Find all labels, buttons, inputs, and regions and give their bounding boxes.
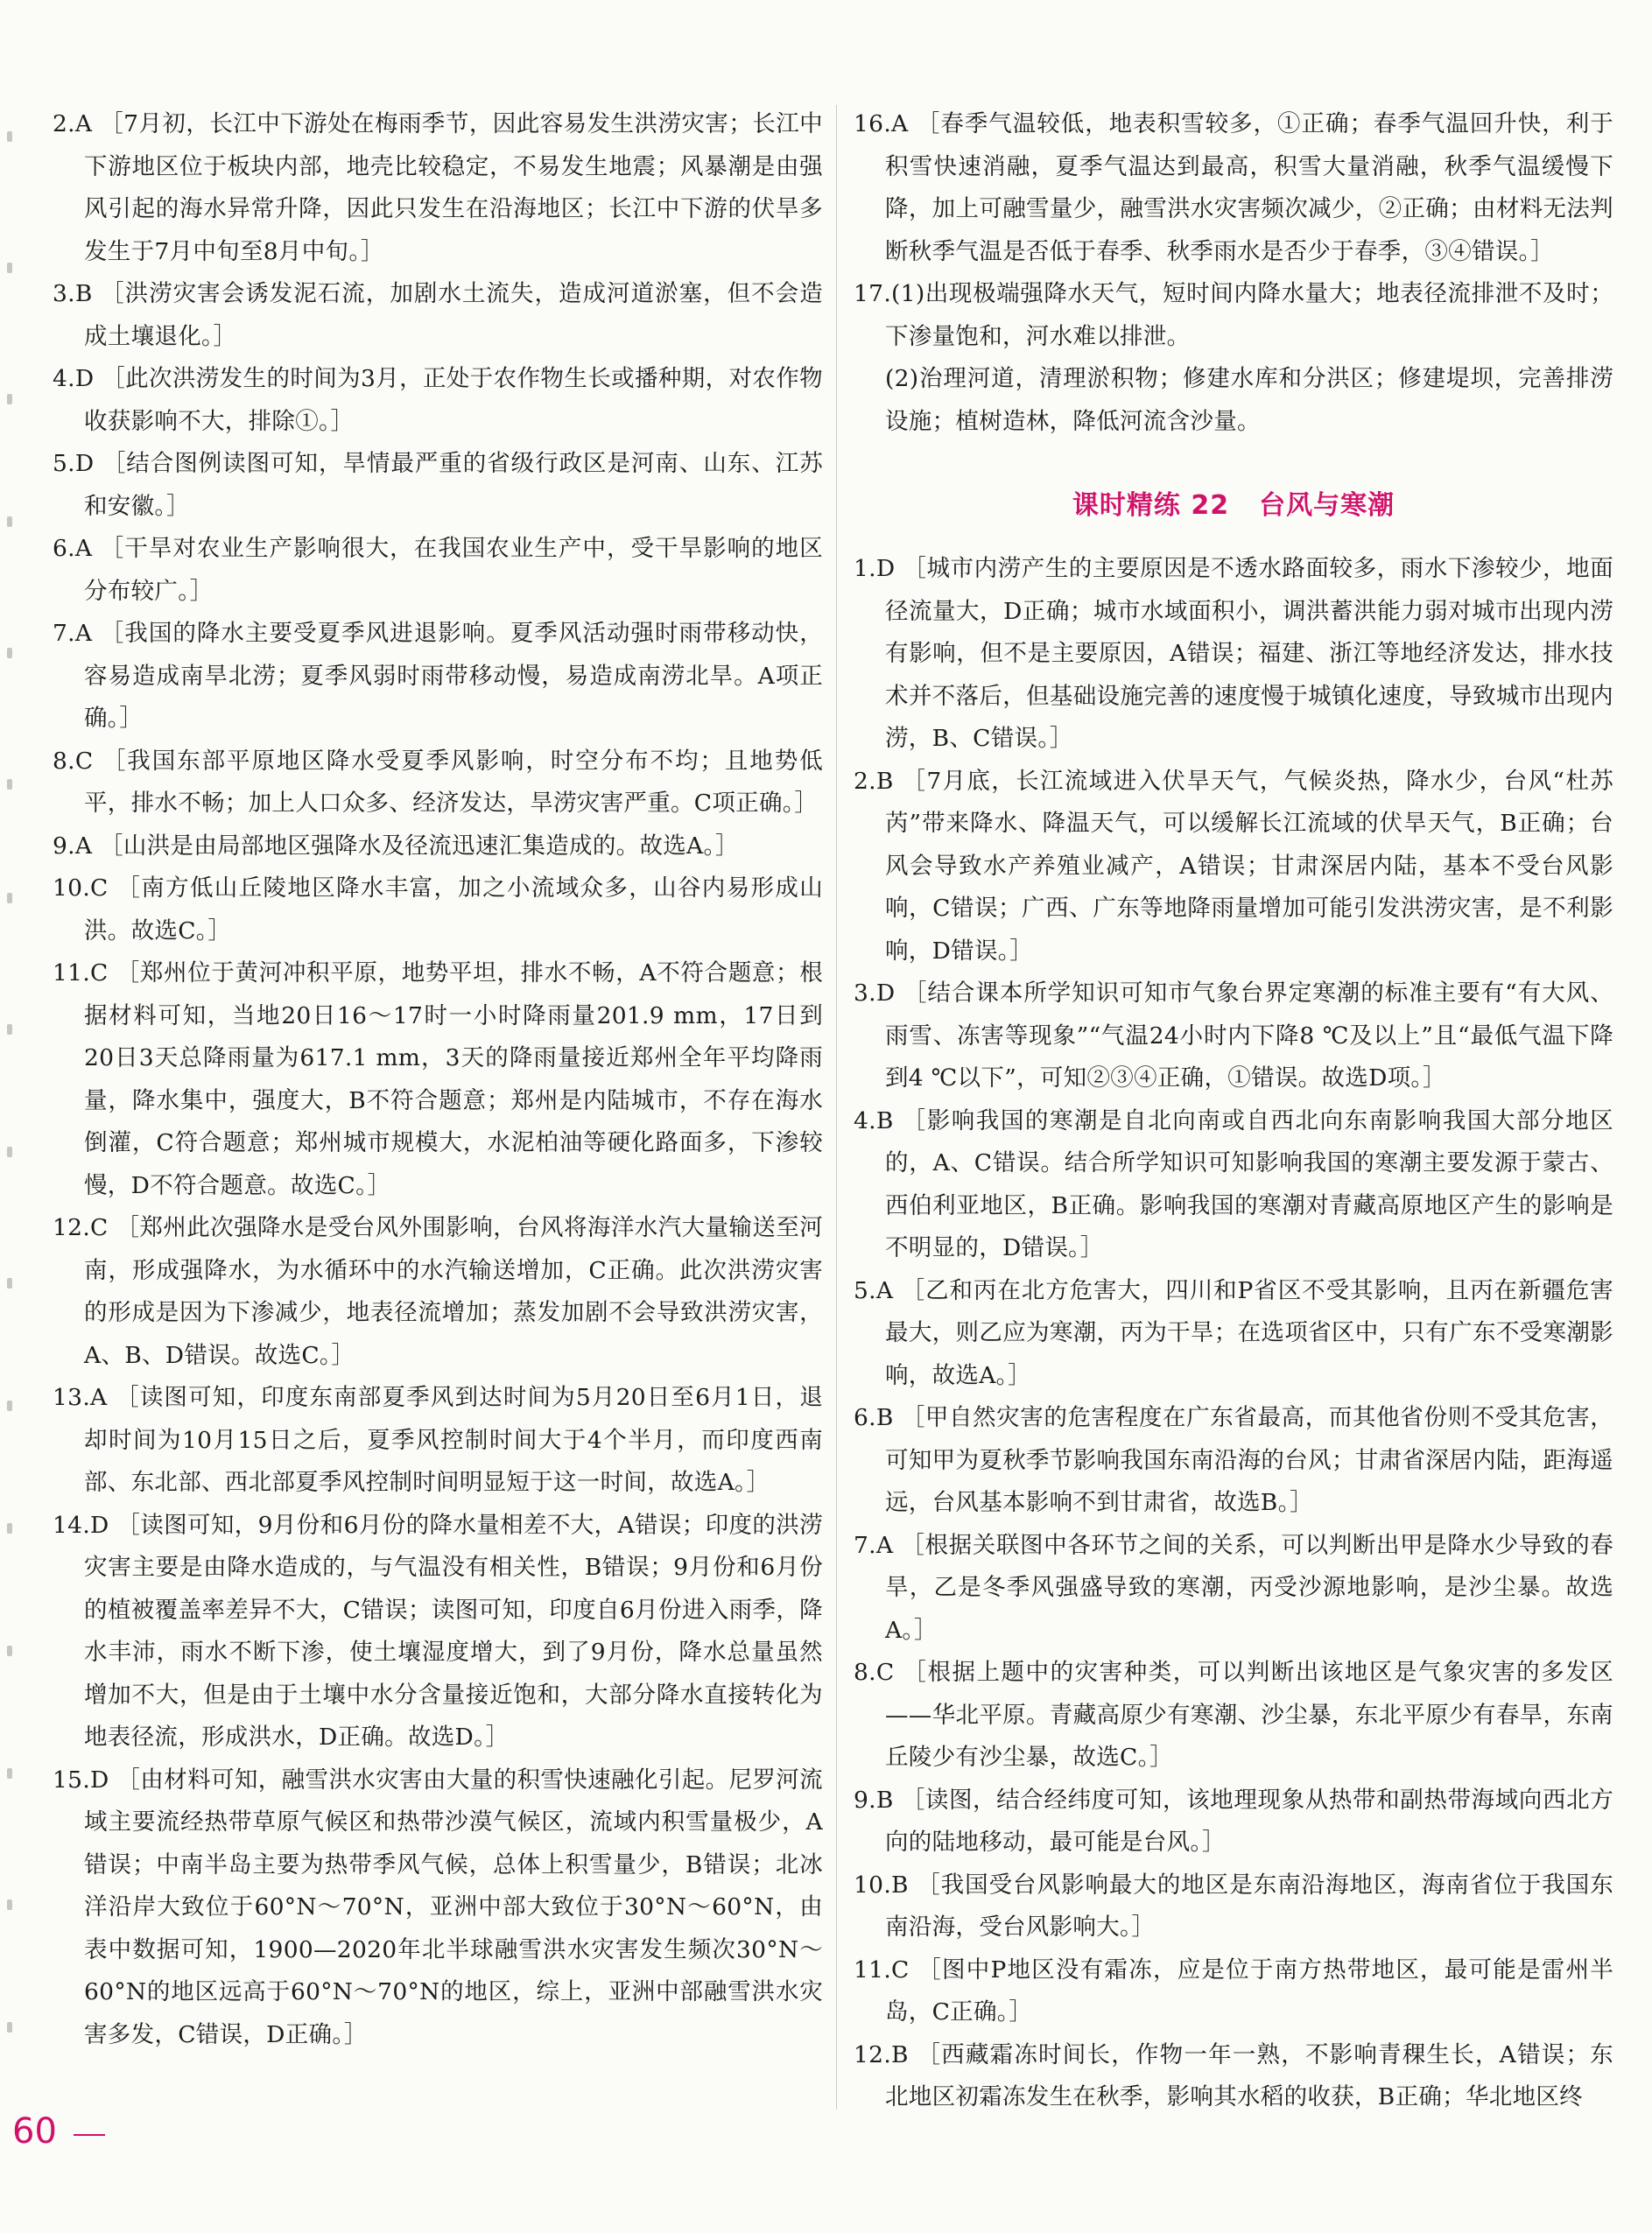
answer-entry: 7.A ［我国的降水主要受夏季风进退影响。夏季风活动强时雨带移动快，容易造成南旱北涝；夏季风弱时雨带移动慢，易造成南涝北旱。A项正确。］: [53, 620, 823, 732]
answer-entry: 5.D ［结合图例读图可知，旱情最严重的省级行政区是河南、山东、江苏和安徽。］: [53, 450, 823, 520]
answer-entry: 1.D ［城市内涝产生的主要原因是不透水路面较多，雨水下渗较少，地面径流量大，D正确；城市水域面积小，调洪蓄洪能力弱对城市出现内涝有影响，但不是主要原因，A错误；福建、浙江等地经济发达，排水技术并不落后，但基础设施完善的速度慢于城镇化速度，导致城市出现内涝，B、C错误。］: [854, 555, 1613, 752]
answer-entry: 15.D ［由材料可知，融雪洪水灾害由大量的积雪快速融化引起。尼罗河流域主要流经热带草原气候区和热带沙漠气候区，流域内积雪量极少，A错误；中南半岛主要为热带季风气候，总体上积雪量少，B错误；北冰洋沿岸大致位于60°N～70°N，亚洲中部大致位于30°N～60°N，由表中数据可知，1900—2020年北半球融雪洪水灾害发生频次30°N～60°N的地区远高于60°N～70°N的地区，综上，亚洲中部融雪洪水灾害多发，C错误，D正确。］: [53, 1766, 823, 2048]
answer-entry: 6.A ［干旱对农业生产影响很大，在我国农业生产中，受干旱影响的地区分布较广。］: [53, 535, 823, 605]
answer-entry: 2.B ［7月底，长江流域进入伏旱天气，气候炎热，降水少，台风“杜苏芮”带来降水、降温天气，可以缓解长江流域的伏旱天气，B正确；台风会导致水产养殖业减产，A错误；甘肃深居内陆，基本不受台风影响，C错误；广西、广东等地降雨量增加可能引发洪涝灾害，是不利影响，D错误。］: [854, 767, 1613, 965]
answer-entry: 9.A ［山洪是由局部地区强降水及径流迅速汇集造成的。故选A。］: [53, 832, 739, 860]
answer-entry: 6.B ［甲自然灾害的危害程度在广东省最高，而其他省份则不受其危害，可知甲为夏秋季节影响我国东南沿海的台风；甘肃省深居内陆，距海遥远，台风基本影响不到甘肃省，故选B。］: [854, 1404, 1613, 1516]
answer-entry: 5.A ［乙和丙在北方危害大，四川和P省区不受其影响，且丙在新疆危害最大，则乙应为寒潮，丙为干旱；在选项省区中，只有广东不受寒潮影响，故选A。］: [854, 1276, 1613, 1389]
section-heading-topic: 台风与寒潮: [1259, 490, 1395, 521]
answer-entry: 10.B ［我国受台风影响最大的地区是东南沿海地区，海南省位于我国东南沿海，受台风影响大。］: [854, 1871, 1613, 1941]
answer-entry: 10.C ［南方低山丘陵地区降水丰富，加之小流域众多，山谷内易形成山洪。故选C。］: [53, 874, 823, 944]
answer-entry: 11.C ［图中P地区没有霜冻，应是位于南方热带地区，最可能是雷州半岛，C正确。］: [854, 1956, 1613, 2026]
left-answer-column: [53, 103, 823, 2056]
answer-entry: 3.B ［洪涝灾害会诱发泥石流，加剧水土流失，造成河道淤塞，但不会造成土壤退化。］: [53, 280, 823, 350]
page-number-rule: [74, 2134, 105, 2136]
page-number: 60: [12, 2111, 57, 2152]
answer-entry-part-2: (2)治理河道，清理淤积物；修建水库和分洪区；修建堤坝，完善排涝设施；植树造林，降低河流含沙量。: [885, 365, 1613, 435]
binding-margin-marks: [0, 105, 25, 2075]
answer-entry: 17.(1)出现极端强降水天气，短时间内降水量大；地表径流排泄不及时；下渗量饱和，河水难以排泄。: [854, 280, 1613, 350]
answer-entry: 13.A ［读图可知，印度东南部夏季风到达时间为5月20日至6月1日，退却时间为10月15日之后，夏季风控制时间大于4个半月，而印度西南部、东北部、西北部夏季风控制时间明显短于这一时间，故选A。］: [53, 1384, 823, 1496]
answer-entry: 2.A ［7月初，长江中下游处在梅雨季节，因此容易发生洪涝灾害；长江中下游地区位于板块内部，地壳比较稳定，不易发生地震；风暴潮是由强风引起的海水异常升降，因此只发生在沿海地区；长江中下游的伏旱多发生于7月中旬至8月中旬。］: [53, 110, 823, 265]
answer-entry: 4.D ［此次洪涝发生的时间为3月，正处于农作物生长或播种期，对农作物收获影响不大，排除①。］: [53, 365, 823, 435]
section-heading-label: 课时精练 22: [1072, 490, 1230, 521]
answer-entry: 3.D ［结合课本所学知识可知市气象台界定寒潮的标准主要有“有大风、雨雪、冻害等现象”“气温24小时内下降8 ℃及以上”且“最低气温下降到4 ℃以下”，可知②③④正确，①错误。故选D项。］: [854, 980, 1613, 1092]
answer-entry: 11.C ［郑州位于黄河冲积平原，地势平坦，排水不畅，A不符合题意；根据材料可知，当地20日16～17时一小时降雨量201.9 mm，17日到20日3天总降雨量为617.1 mm，3天的降雨量接近郑州全年平均降雨量，降水集中，强度大，B不符合题意；郑州是内陆城市，不存在海水倒灌，C符合题意；郑州城市规模大，水泥柏油等硬化路面多，下渗较慢，D不符合题意。故选C。］: [53, 959, 823, 1199]
column-divider: [836, 105, 837, 2110]
answer-entry: 4.B ［影响我国的寒潮是自北向南或自西北向东南影响我国大部分地区的，A、C错误。结合所学知识可知影响我国的寒潮主要发源于蒙古、西伯利亚地区，B正确。影响我国的寒潮对青藏高原地区产生的影响是不明显的，D错误。］: [854, 1106, 1613, 1261]
answer-entry: 8.C ［根据上题中的灾害种类，可以判断出该地区是气象灾害的多发区——华北平原。青藏高原少有寒潮、沙尘暴，东北平原少有春旱，东南丘陵少有沙尘暴，故选C。］: [854, 1659, 1613, 1771]
answer-entry: 7.A ［根据关联图中各环节之间的关系，可以判断出甲是降水少导致的春旱，乙是冬季风强盛导致的寒潮，丙受沙源地影响，是沙尘暴。故选A。］: [854, 1531, 1613, 1644]
section-heading: [854, 483, 1613, 522]
answer-entry: 12.C ［郑州此次强降水是受台风外围影响，台风将海洋水汽大量输送至河南，形成强降水，为水循环中的水汽输送增加，C正确。此次洪涝灾害的形成是因为下渗减少，地表径流增加；蒸发加剧不会导致洪涝灾害，A、B、D错误。故选C。］: [53, 1214, 823, 1369]
answer-entry: 12.B ［西藏霜冻时间长，作物一年一熟，不影响青稞生长，A错误；东北地区初霜冻发生在秋季，影响其水稻的收获，B正确；华北地区终: [854, 2040, 1613, 2110]
answer-entry: 9.B ［读图，结合经纬度可知，该地理现象从热带和副热带海域向西北方向的陆地移动，最可能是台风。］: [854, 1786, 1613, 1856]
answer-entry: 8.C ［我国东部平原地区降水受夏季风影响，时空分布不均；且地势低平，排水不畅；加上人口众多、经济发达，旱涝灾害严重。C项正确。］: [53, 747, 823, 817]
answer-entry: 16.A ［春季气温较低，地表积雪较多，①正确；春季气温回升快，利于积雪快速消融，夏季气温达到最高，积雪大量消融，秋季气温缓慢下降，加上可融雪量少，融雪洪水灾害频次减少，②正确；由材料无法判断秋季气温是否低于春季、秋季雨水是否少于春季，③④错误。］: [854, 110, 1613, 265]
answer-entry: 14.D ［读图可知，9月份和6月份的降水量相差不大，A错误；印度的洪涝灾害主要是由降水造成的，与气温没有相关性，B错误；9月份和6月份的植被覆盖率差异不大，C错误；读图可知，印度自6月份进入雨季，降水丰沛，雨水不断下渗，使土壤湿度增大，到了9月份，降水总量虽然增加不大，但是由于土壤中水分含量接近饱和，大部分降水直接转化为地表径流，形成洪水，D正确。故选D。］: [53, 1511, 823, 1751]
right-answer-column: [854, 103, 1613, 2119]
